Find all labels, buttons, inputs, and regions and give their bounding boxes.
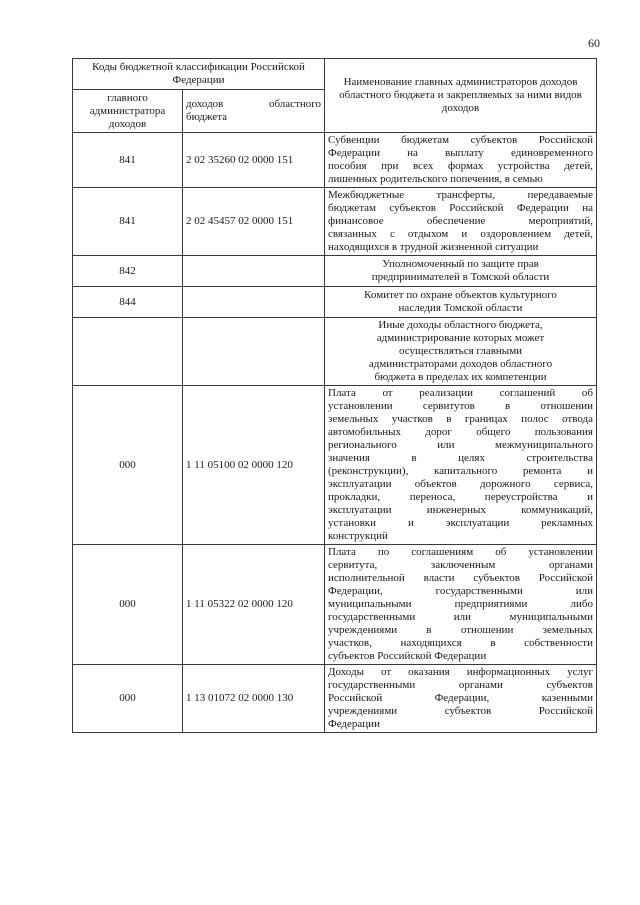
text-line: администраторами доходов областного bbox=[368, 358, 553, 370]
text-line: находящихся в трудной жизненной ситуации bbox=[328, 241, 539, 253]
text-line: Уполномоченный по защите прав bbox=[382, 258, 539, 270]
text-line: лишенных родительского попечения, в семью bbox=[328, 173, 543, 185]
income-code-cell: 1 11 05100 02 0000 120 bbox=[183, 386, 325, 545]
admin-code-cell: 841 bbox=[73, 133, 183, 188]
text-line: (реконструкции), капитального ремонта и bbox=[328, 465, 593, 477]
text-line: связанных с отдыхом и оздоровлением детей, bbox=[328, 228, 593, 240]
income-code-cell: 1 11 05322 02 0000 120 bbox=[183, 545, 325, 665]
text-line: значения в целях строительства bbox=[328, 452, 593, 464]
text-line: осуществляться главными bbox=[398, 345, 523, 357]
text-line: автомобильных дорог общего пользования bbox=[328, 426, 593, 438]
income-code-cell: 2 02 45457 02 0000 151 bbox=[183, 188, 325, 256]
text-line: предпринимателей в Томской области bbox=[371, 271, 550, 283]
text-line: учреждениями субъектов Российской bbox=[328, 705, 593, 717]
table-row bbox=[73, 386, 597, 545]
text-line: участков, находящихся в собственности bbox=[328, 637, 593, 649]
text-line: регионального или межмуниципального bbox=[328, 439, 593, 451]
text-line: эксплуатации объектов дорожного сервиса, bbox=[328, 478, 593, 490]
page-number: 60 bbox=[588, 36, 600, 50]
text-line: Иные доходы областного бюджета, bbox=[378, 319, 543, 331]
text-line: субъектов Российской Федерации bbox=[328, 650, 487, 662]
text-line: муниципальными предприятиями либо bbox=[328, 598, 593, 610]
header-name-title: Наименование главных администраторов доходов областного бюджета и закрепляемых за ними видов доходов bbox=[325, 59, 597, 133]
income-code-cell bbox=[183, 287, 325, 318]
header-col-admin: главного администратора доходов bbox=[73, 90, 183, 133]
text-line: Плата от реализации соглашений об bbox=[328, 387, 593, 399]
header-row-top bbox=[73, 59, 597, 90]
administrator-name-cell bbox=[325, 256, 597, 287]
income-code-cell bbox=[183, 256, 325, 287]
text-line: установлении сервитутов в отношении bbox=[328, 400, 593, 412]
table-row bbox=[73, 188, 597, 256]
budget-classification-table bbox=[72, 58, 597, 733]
admin-code-cell: 844 bbox=[73, 287, 183, 318]
text-line: эксплуатации инженерных коммуникаций, bbox=[328, 504, 593, 516]
table-row bbox=[73, 318, 597, 386]
text-line: прокладки, переноса, переустройства и bbox=[328, 491, 593, 503]
table-row bbox=[73, 287, 597, 318]
admin-code-cell: 000 bbox=[73, 386, 183, 545]
text-line: исполнительной власти субъектов Российской bbox=[328, 572, 593, 584]
text-line: Межбюджетные трансферты, передаваемые bbox=[328, 189, 593, 201]
table-row bbox=[73, 665, 597, 733]
admin-code-cell: 842 bbox=[73, 256, 183, 287]
text-line: установки и эксплуатации рекламных bbox=[328, 517, 593, 529]
table-row bbox=[73, 133, 597, 188]
income-name-cell bbox=[325, 133, 597, 188]
income-name-cell bbox=[325, 386, 597, 545]
text-line: Российской Федерации, казенными bbox=[328, 692, 593, 704]
admin-code-cell: 841 bbox=[73, 188, 183, 256]
text-line: пособия при всех формах устройства детей, bbox=[328, 160, 593, 172]
text-line: государственными органами субъектов bbox=[328, 679, 593, 691]
text-line: Субвенции бюджетам субъектов Российской bbox=[328, 134, 593, 146]
text-line: Федерации bbox=[328, 718, 380, 730]
text-line: Плата по соглашениям об установлении bbox=[328, 546, 593, 558]
text-line: сервитута, заключенным органами bbox=[328, 559, 593, 571]
income-code-cell: 1 13 01072 02 0000 130 bbox=[183, 665, 325, 733]
admin-code-cell: 000 bbox=[73, 665, 183, 733]
table-row bbox=[73, 545, 597, 665]
text-line: бюджетам субъектов Российской Федерации на bbox=[328, 202, 593, 214]
text-line: Комитет по охране объектов культурного bbox=[364, 289, 557, 301]
income-name-cell bbox=[325, 545, 597, 665]
admin-code-cell bbox=[73, 318, 183, 386]
text-line: Федерации на выплату единовременного bbox=[328, 147, 593, 159]
income-code-cell: 2 02 35260 02 0000 151 bbox=[183, 133, 325, 188]
text-line: наследия Томской области bbox=[398, 302, 523, 314]
text-line: Доходы от оказания информационных услуг bbox=[328, 666, 593, 678]
text-line: конструкций bbox=[328, 530, 388, 542]
text-line: учреждениями в отношении земельных bbox=[328, 624, 593, 636]
income-name-cell bbox=[325, 665, 597, 733]
table-row bbox=[73, 256, 597, 287]
header-col-income: доходов областного бюджета bbox=[183, 90, 325, 133]
admin-code-cell: 000 bbox=[73, 545, 183, 665]
header-codes-title: Коды бюджетной классификации Российской Федерации bbox=[73, 59, 325, 90]
administrator-name-cell bbox=[325, 287, 597, 318]
text-line: государственными или муниципальными bbox=[328, 611, 593, 623]
income-code-cell bbox=[183, 318, 325, 386]
section-heading-cell bbox=[325, 318, 597, 386]
text-line: бюджета в пределах их компетенции bbox=[374, 371, 547, 383]
text-line: администрирование которых может bbox=[376, 332, 545, 344]
income-name-cell bbox=[325, 188, 597, 256]
text-line: земельных участков в границах полос отвода bbox=[328, 413, 593, 425]
text-line: Федерации, государственными или bbox=[328, 585, 593, 597]
text-line: финансовое обеспечение мероприятий, bbox=[328, 215, 593, 227]
